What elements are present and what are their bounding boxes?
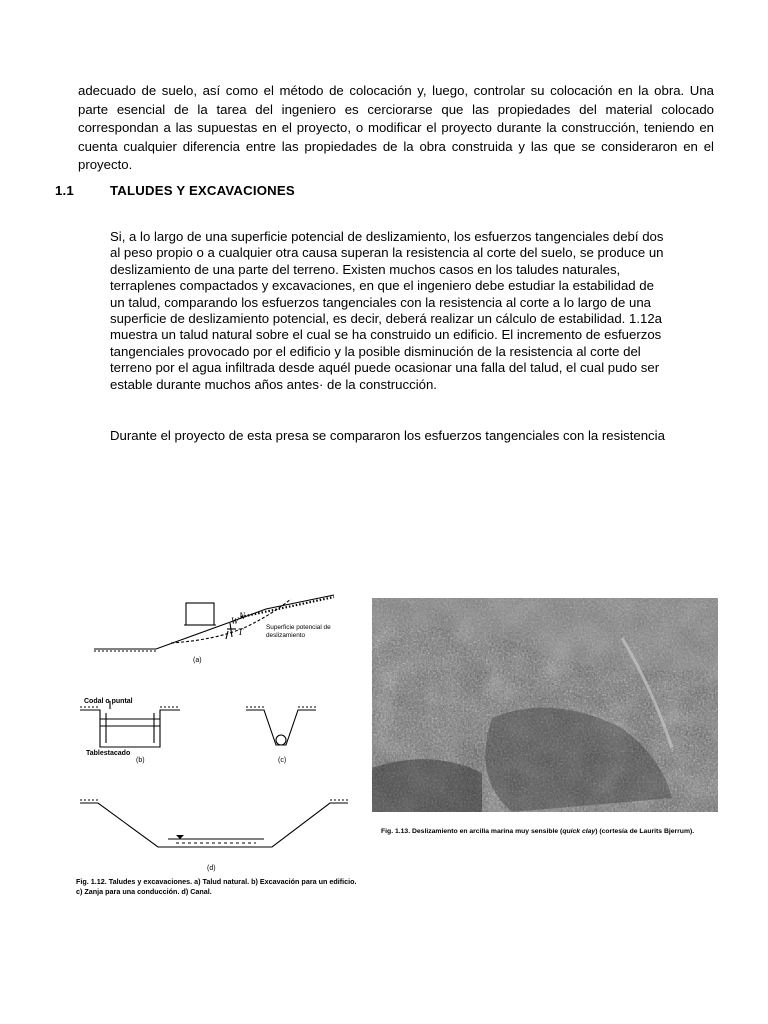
label-a: (a) [193, 657, 202, 664]
label-T: T [238, 627, 244, 637]
caption-italic: quick clay [562, 828, 596, 835]
label-codal: Codal o puntal [84, 698, 133, 705]
label-W: W [231, 616, 239, 626]
caption-suffix: ) (cortesía de Laurits Bjerrum). [595, 828, 695, 835]
label-surface: Superficie potencial de deslizamiento [266, 624, 331, 639]
section-number: 1.1 [55, 183, 74, 198]
body-paragraph-2: Durante el proyecto de esta presa se compararon los esfuerzos tangenciales con la resistencia [110, 428, 665, 443]
figure-1-12-drawing [76, 585, 356, 905]
label-N: N [239, 611, 246, 621]
section-title: TALUDES Y EXCAVACIONES [110, 183, 295, 198]
label-d: (d) [207, 865, 216, 872]
body-paragraph-1: Si, a lo largo de una superficie potencial de deslizamiento, los esfuerzos tangenciales debí dos al peso propio o a cualquier otra causa superan la resistencia al corte del suelo, se produce un deslizamiento de una parte del terreno. Existen muchos casos en los taludes naturales, terraplenes compactados y excavaciones, en que el ingeniero debe estudiar la estabilidad de un talud, comparando los esfuerzos tangenciales con la resistencia al corte a lo largo de una superficie de deslizamiento potencial, es decir, deberá realizar un cálculo de estabilidad. 1.12a muestra un talud natural sobre el cual se ha construido un edificio. El incremento de esfuerzos tangenciales provocado por el edificio y la posible disminución de la resistencia al corte del terreno por el agua infiltrada desde aquél puede ocasionar una falla del talud, el cual pudo ser estable durante muchos años antes· de la construcción. [110, 229, 664, 392]
section-heading [55, 183, 455, 198]
intro-paragraph: adecuado de suelo, así como el método de colocación y, luego, controlar su colocación en la obra. Una parte esencial de la tarea del ingeniero es cerciorarse que las propiedades del material colocado correspondan a las supuestas en el proyecto, o modificar el proyecto durante la construcción, teniendo en cuenta cualquier diferencia entre las propiedades de la obra construida y las que se consideraron en el proyecto. [78, 83, 714, 173]
landslide-photo [372, 598, 718, 812]
landslide-photo-texture [372, 598, 718, 812]
label-c: (c) [278, 757, 287, 764]
label-tablestacado: Tablestacado [86, 750, 131, 757]
figure-1-12-caption: Fig. 1.12. Taludes y excavaciones. a) Talud natural. b) Excavación para un edificio. c) Zanja para una conducción. d) Canal. [76, 877, 357, 896]
caption-prefix: Fig. 1.13. Deslizamiento en arcilla marina muy sensible ( [381, 828, 563, 835]
figure-1-13-caption [381, 827, 726, 836]
label-b: (b) [136, 757, 145, 764]
